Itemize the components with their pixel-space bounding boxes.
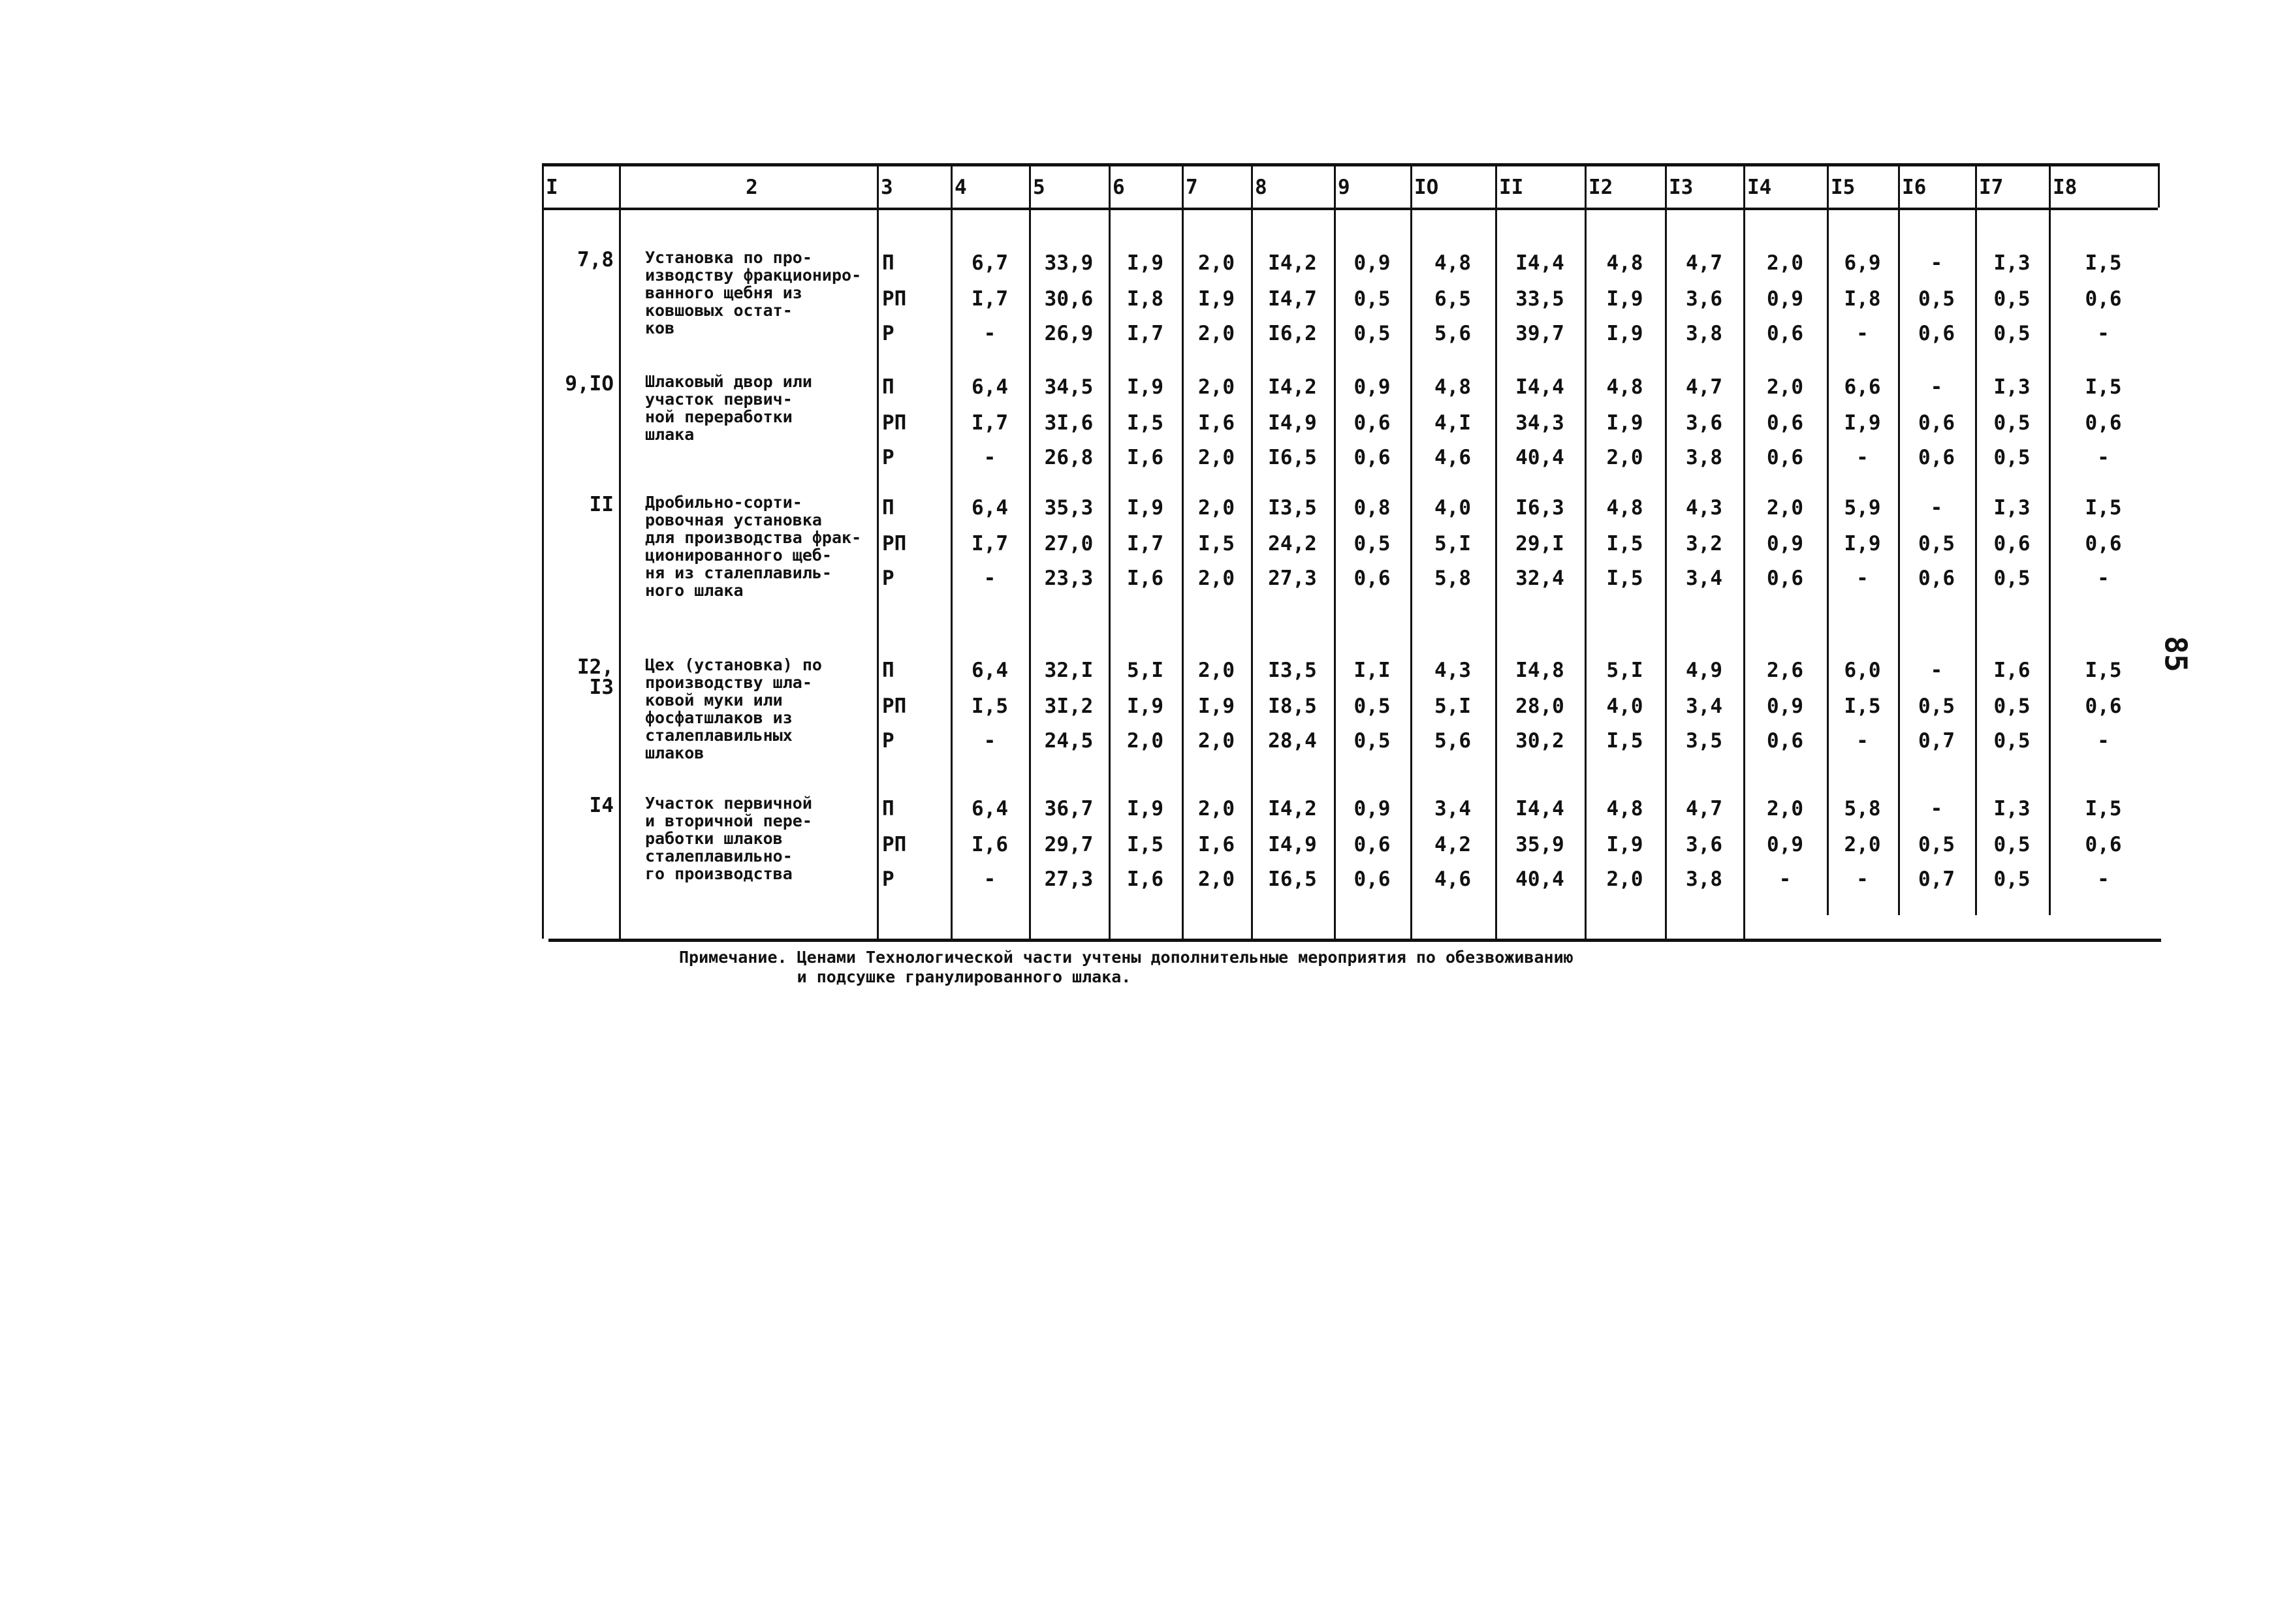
table-cell: - — [983, 729, 996, 753]
table-cell: I,5 — [1606, 567, 1643, 590]
table-cell: 2,0 — [1198, 659, 1235, 682]
table-cell: - — [1930, 659, 1943, 682]
table-cell: - — [2097, 322, 2110, 345]
table-cell: 0,6 — [1353, 833, 1391, 856]
table-cell: 30,2 — [1515, 729, 1564, 753]
table-cell: I6,3 — [1515, 496, 1564, 520]
row-name: Участок первичной и вторичной пере- работки шлаков сталеплавильно- го производства — [645, 794, 812, 883]
table-cell: I,5 — [2085, 251, 2122, 275]
table-cell: 6,0 — [1844, 659, 1881, 682]
table-cell: 4,I — [1434, 411, 1471, 435]
table-cell: - — [1856, 322, 1869, 345]
table-cell: 3,4 — [1686, 695, 1722, 718]
row-id: 9,IO — [565, 372, 614, 396]
table-cell: I,3 — [1993, 251, 2031, 275]
table-cell: I4,2 — [1268, 375, 1317, 399]
column-header: I4 — [1747, 176, 1772, 199]
table-cell: 4,2 — [1434, 833, 1471, 856]
table-cell: I,5 — [1606, 729, 1643, 753]
table-cell: 3I,6 — [1044, 411, 1094, 435]
column-header: 3 — [881, 176, 893, 199]
column-header: 2 — [746, 176, 758, 199]
table-cell: 0,5 — [1353, 322, 1391, 345]
table-cell: 4,8 — [1606, 496, 1643, 520]
table-cell: 4,8 — [1434, 251, 1471, 275]
table-cell: I,6 — [1993, 659, 2031, 682]
table-cell: I,9 — [1606, 322, 1643, 345]
column-rule — [619, 163, 621, 939]
row-category: Р — [882, 322, 894, 345]
table-cell: 4,8 — [1434, 375, 1471, 399]
column-header: IO — [1414, 176, 1439, 199]
column-header: I7 — [1979, 176, 2004, 199]
table-cell: 6,7 — [972, 251, 1008, 275]
table-cell: - — [1856, 867, 1869, 891]
table-cell: I4,8 — [1515, 659, 1564, 682]
table-cell: I6,5 — [1268, 867, 1317, 891]
table-cell: 2,0 — [1844, 833, 1881, 856]
table-cell: - — [1930, 797, 1943, 820]
table-cell: I,5 — [2085, 659, 2122, 682]
table-cell: 0,6 — [1767, 322, 1803, 345]
table-cell: I,9 — [1127, 251, 1163, 275]
table-cell: 0,5 — [1993, 567, 2031, 590]
table-cell: 33,9 — [1044, 251, 1094, 275]
table-cell: 2,0 — [1767, 375, 1803, 399]
table-cell: 0,6 — [1353, 411, 1391, 435]
column-header: I3 — [1669, 176, 1694, 199]
table-cell: 0,6 — [1767, 446, 1803, 469]
row-category: Р — [882, 867, 894, 891]
table-cell: 0,6 — [2085, 287, 2122, 311]
table-cell: I,9 — [1844, 411, 1881, 435]
table-cell: I,5 — [2085, 375, 2122, 399]
table-cell: 0,9 — [1353, 797, 1391, 820]
row-category: Р — [882, 446, 894, 469]
table-cell: 2,0 — [1606, 446, 1643, 469]
table-cell: - — [983, 322, 996, 345]
table-cell: I,5 — [2085, 496, 2122, 520]
table-cell: 40,4 — [1515, 867, 1564, 891]
row-category: П — [882, 659, 894, 682]
table-cell: 26,8 — [1044, 446, 1094, 469]
table-cell: 6,4 — [972, 797, 1008, 820]
table-cell: 3,8 — [1686, 322, 1722, 345]
table-cell: 0,5 — [1918, 833, 1955, 856]
table-cell: I,6 — [1127, 446, 1163, 469]
row-category: П — [882, 251, 894, 275]
table-cell: 2,0 — [1198, 251, 1235, 275]
table-cell: I,9 — [1127, 797, 1163, 820]
table-cell: 5,I — [1606, 659, 1643, 682]
row-category: Р — [882, 729, 894, 753]
table-cell: 0,5 — [1993, 729, 2031, 753]
table-cell: 5,8 — [1844, 797, 1881, 820]
table-cell: I3,5 — [1268, 496, 1317, 520]
table-cell: 6,9 — [1844, 251, 1881, 275]
table-cell: 27,3 — [1044, 867, 1094, 891]
table-cell: I,7 — [1127, 322, 1163, 345]
table-cell: 4,9 — [1686, 659, 1722, 682]
table-cell: 39,7 — [1515, 322, 1564, 345]
table-cell: 34,3 — [1515, 411, 1564, 435]
table-cell: 0,6 — [2085, 411, 2122, 435]
table-cell: I,9 — [1606, 833, 1643, 856]
table-cell: I,6 — [1127, 567, 1163, 590]
column-rule — [2158, 163, 2160, 208]
column-header: 6 — [1113, 176, 1125, 199]
table-cell: - — [1856, 446, 1869, 469]
table-cell: 3,2 — [1686, 532, 1722, 555]
table-cell: 3I,2 — [1044, 695, 1094, 718]
table-cell: I,6 — [972, 833, 1008, 856]
table-cell: 28,4 — [1268, 729, 1317, 753]
table-cell: I,6 — [1198, 833, 1235, 856]
table-cell: 0,6 — [1353, 867, 1391, 891]
table-cell: 2,0 — [1198, 322, 1235, 345]
row-name: Цех (установка) по производству шла- ковой муки или фосфатшлаков из сталеплавильных шлаков — [645, 655, 822, 762]
table-cell: I,9 — [1127, 375, 1163, 399]
table-cell: I,I — [1353, 659, 1391, 682]
table-cell: 5,6 — [1434, 729, 1471, 753]
table-cell: 0,5 — [1993, 411, 2031, 435]
table-cell: 0,6 — [1918, 411, 1955, 435]
table-cell: 0,5 — [1993, 322, 2031, 345]
table-bottom-rule — [548, 939, 2161, 942]
table-cell: 0,5 — [1353, 532, 1391, 555]
table-cell: I,3 — [1993, 496, 2031, 520]
row-category: РП — [882, 411, 907, 435]
table-cell: - — [1856, 729, 1869, 753]
table-cell: 4,3 — [1686, 496, 1722, 520]
table-cell: I,7 — [972, 411, 1008, 435]
table-cell: 3,5 — [1686, 729, 1722, 753]
table-top-rule — [542, 163, 2158, 166]
table-cell: I4,9 — [1268, 411, 1317, 435]
header-bottom-rule — [542, 208, 2158, 210]
table-cell: I6,2 — [1268, 322, 1317, 345]
table-cell: 0,6 — [2085, 532, 2122, 555]
column-header: I8 — [2053, 176, 2078, 199]
table-cell: 6,4 — [972, 659, 1008, 682]
table-cell: 2,0 — [1127, 729, 1163, 753]
table-cell: 4,3 — [1434, 659, 1471, 682]
table-cell: I,5 — [1127, 411, 1163, 435]
row-name: Установка по про- изводству фракциониро- ванного щебня из ковшовых остат- ков — [645, 248, 862, 337]
table-cell: I4,2 — [1268, 251, 1317, 275]
table-cell: 0,5 — [1993, 867, 2031, 891]
table-cell: I4,2 — [1268, 797, 1317, 820]
table-cell: I,9 — [1606, 411, 1643, 435]
row-id: II — [589, 493, 614, 516]
table-cell: 2,0 — [1606, 867, 1643, 891]
row-category: РП — [882, 833, 907, 856]
table-cell: 33,5 — [1515, 287, 1564, 311]
table-cell: - — [1930, 496, 1943, 520]
table-cell: 0,6 — [2085, 695, 2122, 718]
column-header: I5 — [1831, 176, 1856, 199]
table-cell: 5,I — [1434, 532, 1471, 555]
table-cell: 0,5 — [1918, 287, 1955, 311]
table-cell: 32,I — [1044, 659, 1094, 682]
table-cell: 4,7 — [1686, 375, 1722, 399]
table-cell: 3,4 — [1434, 797, 1471, 820]
table-cell: 2,0 — [1198, 496, 1235, 520]
column-header: 7 — [1186, 176, 1198, 199]
table-cell: 2,0 — [1767, 797, 1803, 820]
table-cell: 2,0 — [1198, 446, 1235, 469]
table-cell: 4,7 — [1686, 251, 1722, 275]
row-category: П — [882, 496, 894, 520]
table-cell: 32,4 — [1515, 567, 1564, 590]
column-header: 9 — [1338, 176, 1350, 199]
table-cell: 0,9 — [1767, 833, 1803, 856]
table-cell: 0,5 — [1993, 695, 2031, 718]
table-cell: 6,4 — [972, 496, 1008, 520]
table-cell: - — [1856, 567, 1869, 590]
column-header: I6 — [1902, 176, 1927, 199]
table-cell: 3,8 — [1686, 867, 1722, 891]
table-cell: - — [2097, 567, 2110, 590]
row-id: 7,8 — [577, 248, 614, 272]
table-cell: I,5 — [1127, 833, 1163, 856]
row-category: П — [882, 797, 894, 820]
table-cell: 2,0 — [1198, 867, 1235, 891]
table-cell: 2,0 — [1767, 251, 1803, 275]
table-cell: 0,9 — [1767, 532, 1803, 555]
table-cell: 2,6 — [1767, 659, 1803, 682]
table-cell: 0,9 — [1353, 251, 1391, 275]
table-cell: 0,5 — [1993, 833, 2031, 856]
row-id: I4 — [589, 794, 614, 817]
table-cell: 0,6 — [1993, 532, 2031, 555]
table-cell: 4,0 — [1606, 695, 1643, 718]
row-category: РП — [882, 532, 907, 555]
table-cell: I3,5 — [1268, 659, 1317, 682]
table-cell: 35,3 — [1044, 496, 1094, 520]
table-cell: 4,6 — [1434, 446, 1471, 469]
table-cell: 5,9 — [1844, 496, 1881, 520]
column-rule — [542, 163, 544, 939]
table-cell: 2,0 — [1767, 496, 1803, 520]
row-category: П — [882, 375, 894, 399]
table-cell: I,7 — [972, 287, 1008, 311]
table-cell: 4,0 — [1434, 496, 1471, 520]
table-cell: 3,6 — [1686, 287, 1722, 311]
table-cell: 0,6 — [1918, 446, 1955, 469]
table-cell: I4,7 — [1268, 287, 1317, 311]
table-cell: - — [1930, 375, 1943, 399]
table-cell: 0,5 — [1353, 729, 1391, 753]
table-cell: I4,4 — [1515, 797, 1564, 820]
table-cell: I4,4 — [1515, 251, 1564, 275]
table-cell: I,8 — [1844, 287, 1881, 311]
table-cell: 0,5 — [1353, 287, 1391, 311]
table-cell: 0,6 — [1918, 567, 1955, 590]
table-cell: I4,9 — [1268, 833, 1317, 856]
table-cell: 6,5 — [1434, 287, 1471, 311]
table-cell: 0,6 — [2085, 833, 2122, 856]
table-cell: 3,8 — [1686, 446, 1722, 469]
table-cell: I,5 — [1198, 532, 1235, 555]
table-cell: 6,4 — [972, 375, 1008, 399]
table-cell: 35,9 — [1515, 833, 1564, 856]
table-cell: 26,9 — [1044, 322, 1094, 345]
table-cell: I,5 — [2085, 797, 2122, 820]
table-cell: 2,0 — [1198, 375, 1235, 399]
table-cell: I,9 — [1198, 695, 1235, 718]
table-cell: 4,6 — [1434, 867, 1471, 891]
table-cell: 29,7 — [1044, 833, 1094, 856]
row-category: Р — [882, 567, 894, 590]
table-cell: I,7 — [972, 532, 1008, 555]
row-name: Шлаковый двор или участок первич- ной переработки шлака — [645, 372, 812, 444]
table-cell: I,9 — [1198, 287, 1235, 311]
table-cell: 3,6 — [1686, 833, 1722, 856]
table-cell: - — [2097, 446, 2110, 469]
table-cell: - — [1930, 251, 1943, 275]
column-header: 5 — [1033, 176, 1045, 199]
page-number: 85 — [2158, 636, 2194, 672]
table-cell: 0,6 — [1767, 411, 1803, 435]
table-cell: 0,5 — [1993, 446, 2031, 469]
table-cell: 3,4 — [1686, 567, 1722, 590]
table-cell: 40,4 — [1515, 446, 1564, 469]
table-cell: I,6 — [1198, 411, 1235, 435]
table-cell: 29,I — [1515, 532, 1564, 555]
table-cell: 24,5 — [1044, 729, 1094, 753]
table-cell: 2,0 — [1198, 567, 1235, 590]
table-cell: - — [2097, 729, 2110, 753]
table-cell: I,3 — [1993, 797, 2031, 820]
table-cell: 36,7 — [1044, 797, 1094, 820]
table-cell: 28,0 — [1515, 695, 1564, 718]
table-cell: 5,I — [1434, 695, 1471, 718]
table-cell: 0,7 — [1918, 867, 1955, 891]
table-cell: I,3 — [1993, 375, 2031, 399]
table-cell: 0,7 — [1918, 729, 1955, 753]
table-cell: 0,6 — [1353, 567, 1391, 590]
table-cell: - — [983, 867, 996, 891]
column-header: II — [1499, 176, 1524, 199]
table-cell: 0,5 — [1918, 695, 1955, 718]
table-cell: 0,8 — [1353, 496, 1391, 520]
table-cell: 23,3 — [1044, 567, 1094, 590]
table-cell: I,6 — [1127, 867, 1163, 891]
table-cell: I,9 — [1127, 496, 1163, 520]
column-header: I2 — [1589, 176, 1613, 199]
row-category: РП — [882, 287, 907, 311]
column-header: I — [546, 176, 558, 199]
table-cell: - — [983, 446, 996, 469]
table-cell: I,7 — [1127, 532, 1163, 555]
table-cell: 0,9 — [1767, 287, 1803, 311]
table-cell: 5,I — [1127, 659, 1163, 682]
column-header: 8 — [1255, 176, 1267, 199]
table-cell: 2,0 — [1198, 729, 1235, 753]
table-cell: 4,8 — [1606, 797, 1643, 820]
table-cell: 0,5 — [1918, 532, 1955, 555]
table-cell: I,9 — [1127, 695, 1163, 718]
table-cell: 4,7 — [1686, 797, 1722, 820]
table-cell: 24,2 — [1268, 532, 1317, 555]
table-cell: 0,6 — [1767, 729, 1803, 753]
table-cell: 5,8 — [1434, 567, 1471, 590]
row-id: I2, I3 — [577, 655, 614, 699]
table-cell: 6,6 — [1844, 375, 1881, 399]
table-cell: 3,6 — [1686, 411, 1722, 435]
table-cell: 4,8 — [1606, 375, 1643, 399]
table-cell: 0,6 — [1918, 322, 1955, 345]
table-cell: - — [983, 567, 996, 590]
table-cell: 2,0 — [1198, 797, 1235, 820]
table-cell: 0,5 — [1993, 287, 2031, 311]
table-cell: I,5 — [1844, 695, 1881, 718]
table-note: Примечание. Ценами Технологической части учтены дополнительные мероприятия по обезвоживанию и подсушке гранулированного шлака. — [679, 948, 1573, 986]
table-cell: 30,6 — [1044, 287, 1094, 311]
table-cell: I,9 — [1844, 532, 1881, 555]
table-cell: I,8 — [1127, 287, 1163, 311]
table-cell: 0,6 — [1353, 446, 1391, 469]
table-cell: 0,6 — [1767, 567, 1803, 590]
table-cell: 5,6 — [1434, 322, 1471, 345]
table-cell: 34,5 — [1044, 375, 1094, 399]
table-cell: 0,5 — [1353, 695, 1391, 718]
table-cell: I,5 — [972, 695, 1008, 718]
table-cell: I4,4 — [1515, 375, 1564, 399]
table-cell: I8,5 — [1268, 695, 1317, 718]
row-name: Дробильно-сорти- ровочная установка для производства фрак- ционированного щеб- ня из сталеплавиль- ного шлака — [645, 493, 862, 600]
table-cell: I6,5 — [1268, 446, 1317, 469]
row-category: РП — [882, 695, 907, 718]
table-cell: 0,9 — [1353, 375, 1391, 399]
column-header: 4 — [955, 176, 967, 199]
table-cell: I,5 — [1606, 532, 1643, 555]
table-cell: 27,0 — [1044, 532, 1094, 555]
table-cell: 0,9 — [1767, 695, 1803, 718]
table-cell: - — [1779, 867, 1792, 891]
table-cell: - — [2097, 867, 2110, 891]
table-cell: 4,8 — [1606, 251, 1643, 275]
table-cell: I,9 — [1606, 287, 1643, 311]
table-cell: 27,3 — [1268, 567, 1317, 590]
